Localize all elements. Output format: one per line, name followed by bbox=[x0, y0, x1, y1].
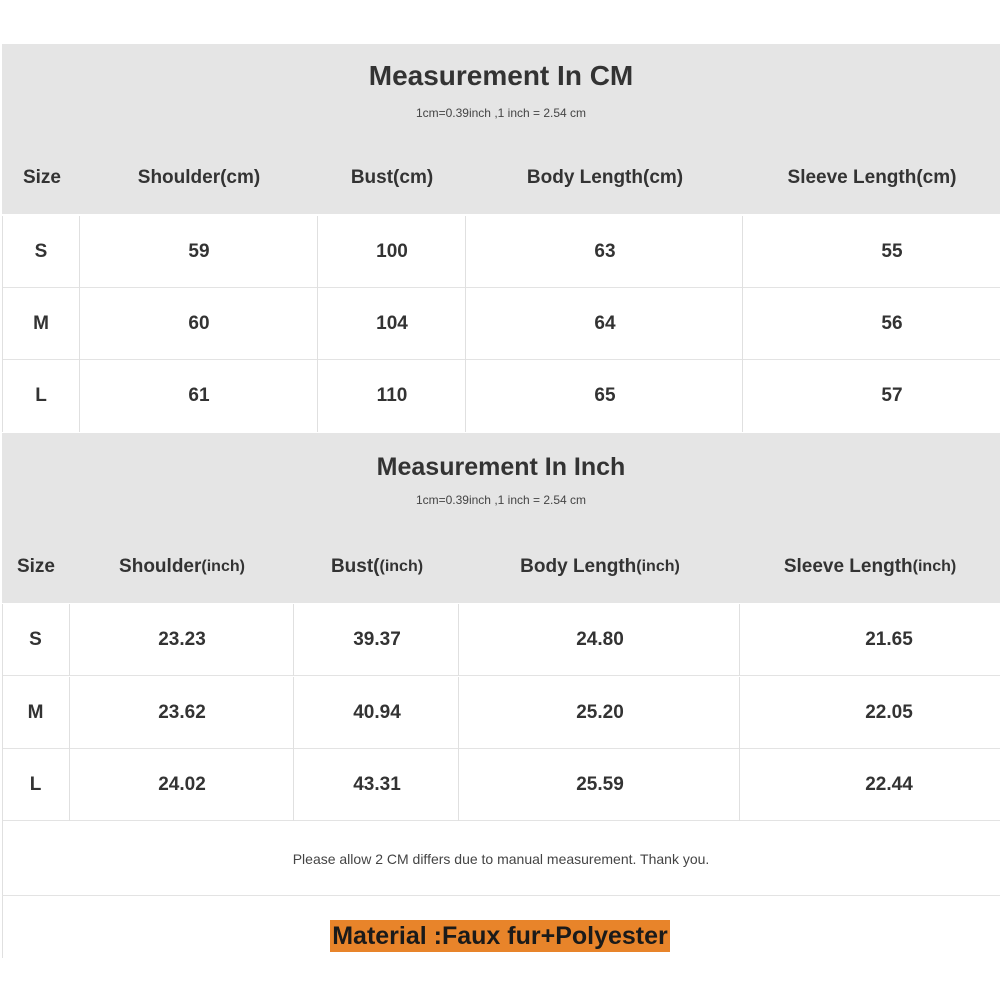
cm-header-sleeve-length: Sleeve Length(cm) bbox=[787, 167, 957, 188]
table-left-border bbox=[2, 216, 3, 432]
inch-cell-sleeve-length: 22.05 bbox=[865, 702, 913, 723]
inch-header-size: Size bbox=[16, 556, 56, 577]
cm-header-body-length: Body Length(cm) bbox=[526, 167, 684, 188]
measurement-note: Please allow 2 CM differs due to manual measurement. Thank you. bbox=[2, 822, 1000, 896]
cm-cell-body-length: 65 bbox=[594, 385, 616, 406]
cm-cell-size: S bbox=[34, 241, 48, 262]
table-row bbox=[2, 288, 1000, 360]
inch-table-title: Measurement In Inch bbox=[376, 453, 626, 481]
inch-cell-size: M bbox=[27, 702, 44, 723]
cm-table-header bbox=[2, 142, 1000, 214]
inch-cell-shoulder: 24.02 bbox=[158, 774, 206, 795]
inch-cell-body-length: 25.20 bbox=[576, 702, 624, 723]
table-left-border bbox=[2, 604, 3, 958]
column-divider bbox=[742, 360, 743, 432]
cm-cell-shoulder: 60 bbox=[188, 313, 210, 334]
inch-header-shoulder: Shoulder (inch) bbox=[119, 556, 245, 577]
inch-table-title-band bbox=[2, 433, 1000, 531]
inch-cell-sleeve-length: 21.65 bbox=[865, 629, 913, 650]
cm-cell-shoulder: 59 bbox=[188, 241, 210, 262]
column-divider bbox=[742, 288, 743, 360]
inch-cell-sleeve-length: 22.44 bbox=[865, 774, 913, 795]
cm-cell-bust: 100 bbox=[376, 241, 408, 262]
cm-cell-body-length: 64 bbox=[594, 313, 616, 334]
table-row bbox=[2, 604, 1000, 676]
inch-cell-size: S bbox=[29, 629, 42, 650]
inch-cell-body-length: 24.80 bbox=[576, 629, 624, 650]
cm-header-bust: Bust(cm) bbox=[350, 167, 434, 188]
cm-cell-bust: 104 bbox=[376, 313, 408, 334]
cm-cell-bust: 110 bbox=[376, 385, 408, 406]
cm-table-title: Measurement In CM bbox=[368, 60, 634, 91]
cm-cell-shoulder: 61 bbox=[188, 385, 210, 406]
cm-cell-size: L bbox=[35, 385, 47, 406]
inch-table-header bbox=[2, 531, 1000, 603]
inch-cell-bust: 43.31 bbox=[353, 774, 401, 795]
cm-cell-sleeve-length: 56 bbox=[881, 313, 903, 334]
inch-cell-body-length: 25.59 bbox=[576, 774, 624, 795]
inch-header-body-length: Body Length (inch) bbox=[520, 556, 680, 577]
cm-cell-body-length: 63 bbox=[594, 241, 616, 262]
inch-cell-bust: 39.37 bbox=[353, 629, 401, 650]
cm-header-shoulder: Shoulder(cm) bbox=[137, 167, 261, 188]
inch-cell-size: L bbox=[29, 774, 42, 795]
column-divider bbox=[458, 749, 459, 821]
cm-header-size: Size bbox=[22, 167, 62, 188]
inch-cell-shoulder: 23.23 bbox=[158, 629, 206, 650]
column-divider bbox=[458, 604, 459, 676]
inch-table-subtitle: 1cm=0.39inch ,1 inch = 2.54 cm bbox=[415, 493, 587, 507]
inch-cell-shoulder: 23.62 bbox=[158, 702, 206, 723]
table-row bbox=[2, 216, 1000, 288]
column-divider bbox=[742, 216, 743, 288]
cm-cell-sleeve-length: 57 bbox=[881, 385, 903, 406]
column-divider bbox=[458, 677, 459, 749]
cm-table-title-band bbox=[2, 44, 1000, 142]
inch-header-sleeve-length: Sleeve Length (inch) bbox=[783, 556, 957, 577]
material-line bbox=[0, 920, 1000, 952]
inch-header-bust: Bust( (inch) bbox=[330, 556, 424, 577]
table-row bbox=[2, 677, 1000, 749]
cm-cell-sleeve-length: 55 bbox=[881, 241, 903, 262]
cm-table-subtitle: 1cm=0.39inch ,1 inch = 2.54 cm bbox=[415, 106, 587, 120]
inch-cell-bust: 40.94 bbox=[353, 702, 401, 723]
table-row bbox=[2, 749, 1000, 821]
table-row bbox=[2, 360, 1000, 432]
material-label: Material :Faux fur+Polyester bbox=[332, 922, 668, 950]
cm-cell-size: M bbox=[33, 313, 49, 334]
